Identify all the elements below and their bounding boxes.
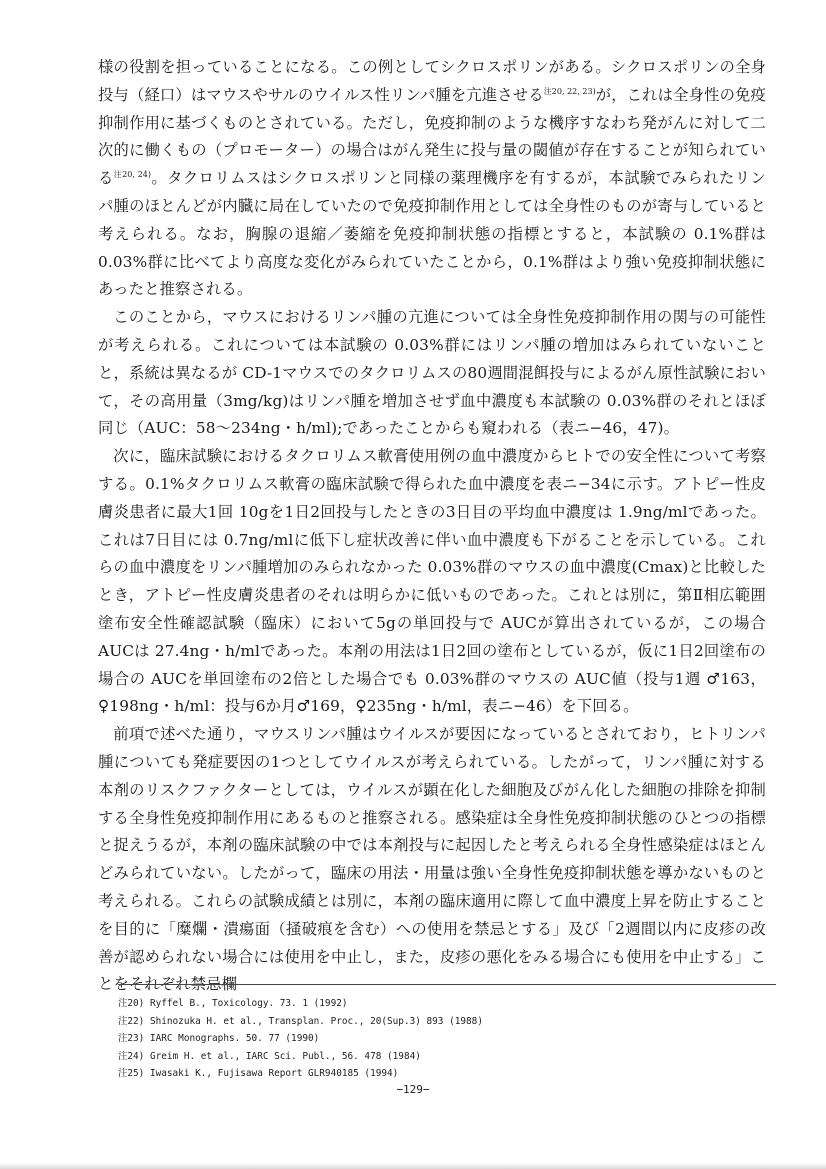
- page-number: −129−: [396, 1083, 430, 1096]
- footnote-25: 注25) Iwasaki K., Fujisawa Report GLR940185 (1994): [118, 1068, 399, 1080]
- footnotes: [118, 995, 758, 1083]
- paragraph-immunosuppression: このことから，マウスにおけるリンパ腫の亢進については全身性免疫抑制作用の関与の可能性が考えられる。これについては本試験の 0.03%群にはリンパ腫の増加はみられていないことと，系統は異なるが CD-1マウスでのタクロリムスの80週間混餌投与によるがん原性試験において，その高用量（3mg/kg)はリンパ腫を増加させず血中濃度も本試験の 0.03%群のそれとほぼ同じ（AUC：58〜234ng・h/ml);であったことからも窺われる（表ニ−46，47)。: [98, 308, 766, 438]
- footnote-20: 注20) Ryffel B., Toxicology. 73. 1 (1992): [118, 998, 348, 1009]
- paragraph-1-start: 様の役割を担っていることになる。この例としてシクロスポリンがある。シクロスポリンの全身投与（経口）はマウスやサルのウイルス性リンパ腫を亢進させる: [98, 58, 766, 104]
- paragraph-clinical-blood-levels: 次に，臨床試験におけるタクロリムス軟膏使用例の血中濃度からヒトでの安全性について考察する。0.1%タクロリムス軟膏の臨床試験で得られた血中濃度を表ニ−34に示す。アトピー性皮膚炎患者に最大1回 10gを1日2回投与したときの3日目の平均血中濃度は 1.9ng/mlであった。これは7日目には 0.7ng/mlに低下し症状改善に伴い血中濃度も下がることを示している。これらの血中濃度をリンパ腫増加のみられなかった 0.03%群のマウスの血中濃度(Cmax)と比較したとき，アトピー性皮膚炎患者のそれは明らかに低いものであった。これとは別に，第Ⅱ相広範囲塗布安全性確認試験（臨床）において5gの単回投与で AUCが算出されているが，この場合 AUCは 27.4ng・h/mlであった。本剤の用法は1日2回の塗布としているが，仮に1日2回塗布の場合の AUCを単回塗布の2倍とした場合でも 0.03%群のマウスの AUC値（投与1週 ♂163，♀198ng・h/ml：投与6か月♂169，♀235ng・h/ml，表ニ−46）を下回る。: [98, 447, 766, 716]
- body-text: [98, 54, 766, 999]
- scan-edge: [0, 1163, 826, 1169]
- footnote-24: 注24) Greim H. et al., IARC Sci. Publ., 56. 478 (1984): [118, 1050, 421, 1062]
- paragraph-1-end: 。タクロリムスはシクロスポリンと同様の薬理機序を有するが，本試験でみられたリンパ腫のほとんどが内臓に局在していたので免疫抑制作用としては全身性のものが寄与していると考えられる。なお，胸腺の退縮／萎縮を免疫抑制状態の指標とすると，本試験の 0.1%群は 0.03%群に比べてより高度な変化がみられていたことから，0.1%群はより強い免疫抑制状態にあったと推察される。: [98, 169, 766, 299]
- footnote-22: 注22) Shinozuka H. et al., Transplan. Proc., 20(Sup.3) 893 (1988): [118, 1015, 483, 1027]
- paragraph-risk-factor: 前項で述べた通り，マウスリンパ腫はウイルスが要因になっているとされており，ヒトリンパ腫についても発症要因の1つとしてウイルスが考えられている。したがって，リンパ腫に対する本剤のリスクファクターとしては，ウイルスが顕在化した細胞及びがん化した細胞の排除を抑制する全身性免疫抑制作用にあるものと推察される。感染症は全身性免疫抑制状態のひとつの指標と捉えうるが，本剤の臨床試験の中では本剤投与に起因したと考えられる全身性感染症はほとんどみられていない。したがって，臨床の用法・用量は強い全身性免疫抑制状態を導かないものと考えられる。これらの試験成績とは別に，本剤の臨床適用に際して血中濃度上昇を防止することを目的に「糜爛・潰瘍面（掻破痕を含む）への使用を禁忌とする」及び「2週間以内に皮疹の改善が認められない場合には使用を中止し，また，皮疹の悪化をみる場合にも使用を中止する」ことをそれぞれ禁忌欄: [98, 725, 766, 994]
- footnote-23: 注23) IARC Monographs. 50. 77 (1990): [118, 1033, 320, 1045]
- footnote-divider: [118, 984, 776, 985]
- paragraph-cyclosporin: [98, 54, 766, 304]
- citation-superscript: 注20, 24): [113, 170, 152, 180]
- citation-superscript: 注20, 22, 23): [543, 86, 596, 96]
- paragraph-1-middle: が，これは全身性の免疫抑制作用に基づくものとされている。ただし，免疫抑制のような機序すなわち発がんに対して二次的に働くもの（プロモーター）の場合はがん発生に投与量の閾値が存在することが知られている: [98, 85, 766, 188]
